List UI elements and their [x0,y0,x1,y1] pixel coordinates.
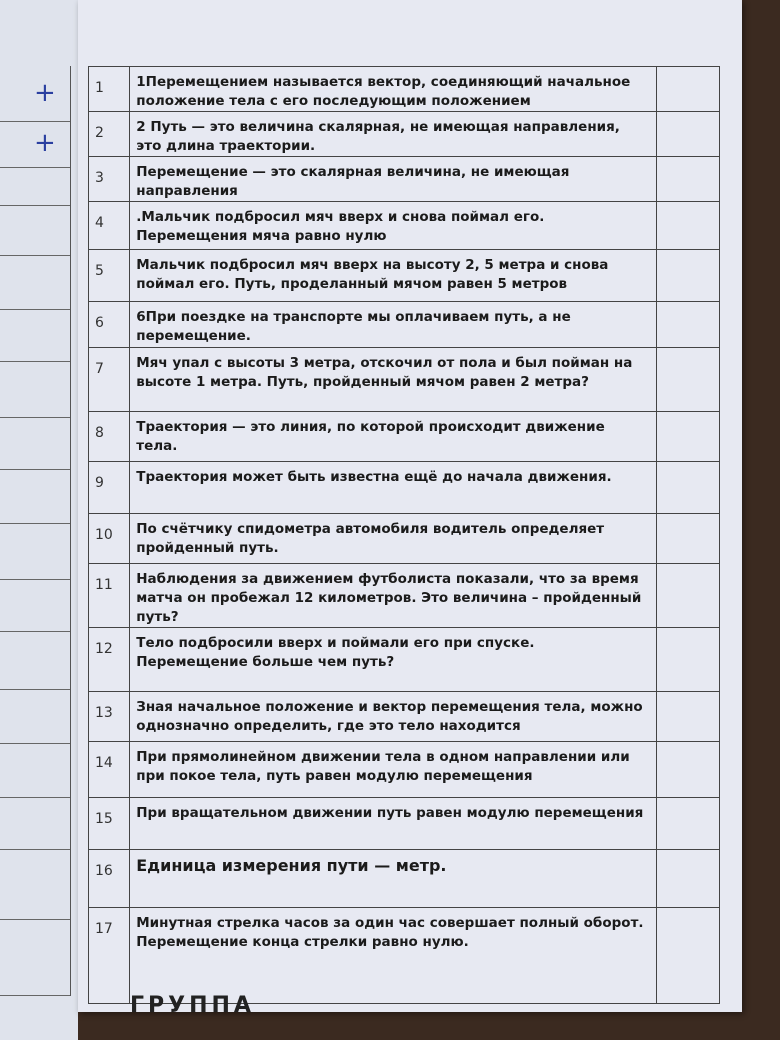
statement-text: 1Перемещением называется вектор, соединяющий начальное положение тела с его последующим положением [130,67,656,112]
row-number: 8 [89,412,130,462]
answer-cell[interactable] [656,412,719,462]
table-row [89,628,720,692]
statement-text: 6При поездке на транспорте мы оплачиваем путь, а не перемещение. [130,302,656,348]
statement-text: Тело подбросили вверх и поймали его при спуске. Перемещение больше чем путь? [130,628,656,692]
table-row [89,462,720,514]
left-row [0,798,70,850]
statements-table [88,66,720,1004]
table-row [89,514,720,564]
table-row [89,798,720,850]
table-row [89,412,720,462]
row-number: 3 [89,157,130,202]
row-number: 1 [89,67,130,112]
answer-cell[interactable] [656,798,719,850]
left-answer-column [0,66,71,996]
row-number: 9 [89,462,130,514]
table-row [89,157,720,202]
left-row [0,310,70,362]
row-number: 7 [89,348,130,412]
plus-mark: + [34,78,56,108]
answer-cell[interactable] [656,692,719,742]
table-row [89,348,720,412]
left-row [0,470,70,524]
row-number: 6 [89,302,130,348]
row-number: 2 [89,112,130,157]
table-row [89,112,720,157]
row-number: 17 [89,908,130,1004]
left-row [0,850,70,920]
answer-cell[interactable] [656,157,719,202]
table-row [89,850,720,908]
row-number: 12 [89,628,130,692]
plus-mark: + [34,128,56,158]
left-row [0,524,70,580]
answer-cell[interactable] [656,202,719,250]
left-row [0,206,70,256]
statement-text: Мяч упал с высоты 3 метра, отскочил от пола и был пойман на высоте 1 метра. Путь, пройденный мячом равен 2 метра? [130,348,656,412]
table-row [89,742,720,798]
left-row [0,418,70,470]
row-number: 5 [89,250,130,302]
left-row [0,122,70,168]
left-row [0,256,70,310]
table-row [89,67,720,112]
footer-heading: ГРУППА [130,993,255,1018]
row-number: 16 [89,850,130,908]
row-number: 4 [89,202,130,250]
table-row [89,564,720,628]
row-number: 15 [89,798,130,850]
left-row [0,168,70,206]
row-number: 13 [89,692,130,742]
row-number: 14 [89,742,130,798]
statement-text: Единица измерения пути — метр. [130,850,656,908]
statement-text: Минутная стрелка часов за один час совершает полный оборот. Перемещение конца стрелки равно нулю. [130,908,656,1004]
statement-text: При прямолинейном движении тела в одном направлении или при покое тела, путь равен модулю перемещения [130,742,656,798]
table-row [89,202,720,250]
row-number: 10 [89,514,130,564]
statement-text: Зная начальное положение и вектор перемещения тела, можно однозначно определить, где это тело находится [130,692,656,742]
statement-text: Наблюдения за движением футболиста показали, что за время матча он пробежал 12 километров. Это величина – пройденный путь? [130,564,656,628]
answer-cell[interactable] [656,742,719,798]
worksheet-page [78,0,742,1018]
table-row [89,302,720,348]
answer-cell[interactable] [656,462,719,514]
answer-cell[interactable] [656,908,719,1004]
left-row [0,744,70,798]
statement-text: Траектория — это линия, по которой происходит движение тела. [130,412,656,462]
statement-text: При вращательном движении путь равен модулю перемещения [130,798,656,850]
answer-cell[interactable] [656,67,719,112]
left-page [0,0,78,1040]
table-row [89,908,720,1004]
statement-text: Мальчик подбросил мяч вверх на высоту 2, 5 метра и снова поймал его. Путь, проделанный мячом равен 5 метров [130,250,656,302]
answer-cell[interactable] [656,628,719,692]
left-row [0,690,70,744]
answer-cell[interactable] [656,564,719,628]
answer-cell[interactable] [656,348,719,412]
statement-text: 2 Путь — это величина скалярная, не имеющая направления, это длина траектории. [130,112,656,157]
table-row [89,250,720,302]
left-row [0,580,70,632]
left-row [0,362,70,418]
statement-text: .Мальчик подбросил мяч вверх и снова поймал его. Перемещения мяча равно нулю [130,202,656,250]
answer-cell[interactable] [656,514,719,564]
answer-cell[interactable] [656,250,719,302]
row-number: 11 [89,564,130,628]
table-row [89,692,720,742]
statement-text: Траектория может быть известна ещё до начала движения. [130,462,656,514]
left-row [0,66,70,122]
answer-cell[interactable] [656,112,719,157]
statement-text: По счётчику спидометра автомобиля водитель определяет пройденный путь. [130,514,656,564]
answer-cell[interactable] [656,302,719,348]
answer-cell[interactable] [656,850,719,908]
left-row [0,632,70,690]
left-row [0,920,70,996]
statement-text: Перемещение — это скалярная величина, не имеющая направления [130,157,656,202]
